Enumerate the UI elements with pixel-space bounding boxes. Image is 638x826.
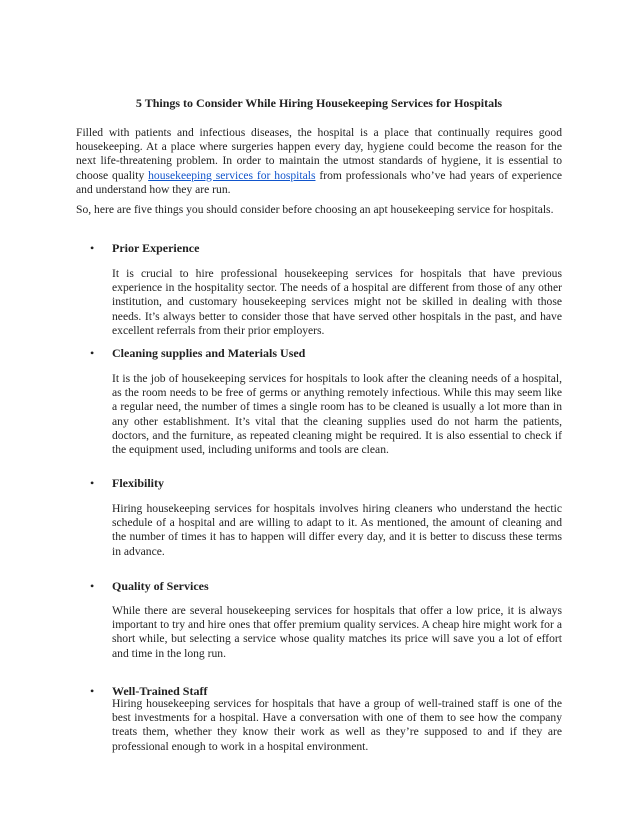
intro-text-after-link: from professionals who’ve had years of experience and understand how they are run. <box>76 168 562 196</box>
bullet-icon: • <box>90 476 95 490</box>
intro-second-paragraph: So, here are five things you should consider before choosing an apt housekeeping service for hospitals. <box>76 203 554 216</box>
intro-paragraph <box>76 126 562 197</box>
bullet-icon: • <box>90 346 95 360</box>
item-body-prior-experience: It is crucial to hire professional housekeeping services for hospitals that have previous experience in the hospitality sector. The needs of a hospital are different from those of any other institution, and customary housekeeping services might not be skilled in dealing with those needs. It’s always better to consider those that have served other hospitals in the past, and have excellent referrals from their prior employers. <box>112 267 562 337</box>
item-heading-prior-experience: Prior Experience <box>112 241 200 255</box>
item-body-well-trained-staff: Hiring housekeeping services for hospitals that have a group of well-trained staff is one of the best investments for a hospital. Have a conversation with one of them to see how the company treats them, whether they know their work as well as they’re supposed to and if they are professional enough to work in a hospital environment. <box>112 697 562 753</box>
bullet-icon: • <box>90 579 95 593</box>
bullet-icon: • <box>90 684 95 698</box>
bullet-icon: • <box>90 241 95 255</box>
housekeeping-services-link[interactable]: housekeeping services for hospitals <box>148 168 316 182</box>
item-body-quality-of-services: While there are several housekeeping services for hospitals that offer a low price, it is always important to try and hire ones that offer premium quality services. A cheap hire might work for a short while, but selecting a service whose quality matches its price will save you a lot of effort and time in the long run. <box>112 604 562 660</box>
item-heading-well-trained-staff: Well-Trained Staff <box>112 684 208 698</box>
item-heading-cleaning-supplies: Cleaning supplies and Materials Used <box>112 346 306 360</box>
item-body-flexibility: Hiring housekeeping services for hospitals involves hiring cleaners who understand the hectic schedule of a hospital and are willing to adapt to it. As mentioned, the amount of cleaning and the number of times it has to happen will differ every day, and it is better to discuss these terms in advance. <box>112 502 562 558</box>
item-heading-quality-of-services: Quality of Services <box>112 579 209 593</box>
item-heading-flexibility: Flexibility <box>112 476 164 490</box>
intro-text-before-link: Filled with patients and infectious diseases, the hospital is a place that continually requires good housekeeping. At a place where surgeries happen every day, hygiene could become the reason for the next life-threatening problem. In order to maintain the utmost standards of hygiene, it is essential to choose quality <box>76 126 562 182</box>
item-body-cleaning-supplies: It is the job of housekeeping services for hospitals to look after the cleaning needs of a hospital, as the room needs to be free of germs or anything remotely infectious. While this may seem like a regular need, the number of times a single room has to be cleaned is usually a lot more than in any other establishment. It’s vital that the cleaning supplies used do not harm the patients, doctors, and the furniture, as repeated cleaning might be required. It is also essential to check if the equipment used, including uniforms and tools are clean. <box>112 372 562 457</box>
document-title: 5 Things to Consider While Hiring Housekeeping Services for Hospitals <box>135 96 503 110</box>
